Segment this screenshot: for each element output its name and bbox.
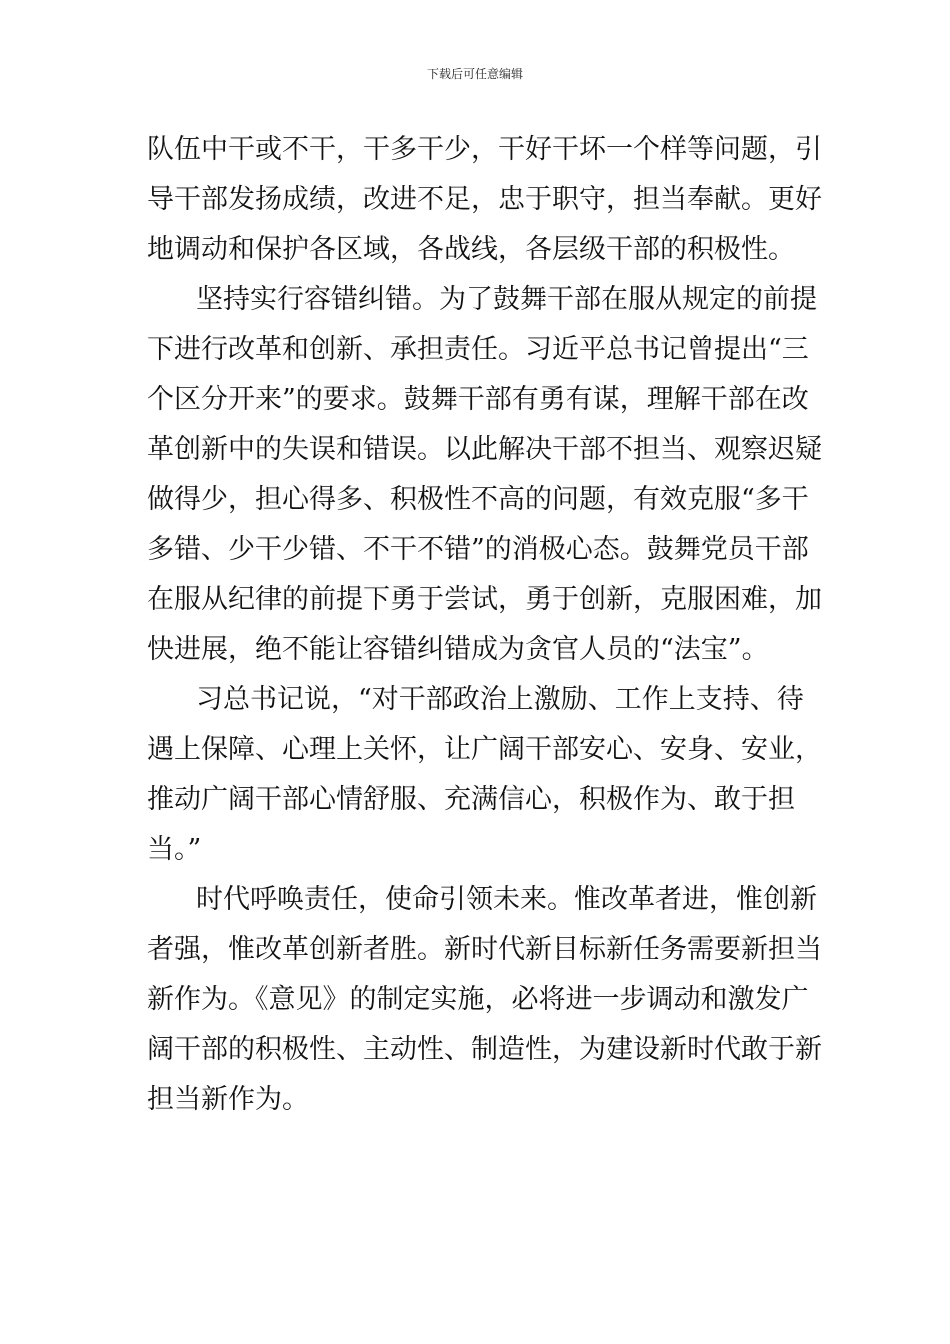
text-line: 当。”	[147, 834, 202, 865]
text-line: 在服从纪律的前提下勇于尝试，勇于创新，克服困难，加	[147, 584, 822, 615]
text-line: 地调动和保护各区域，各战线，各层级干部的积极性。	[147, 234, 795, 265]
paragraph-first-line: 习总书记说，“对干部政治上激励、工作上支持、待	[196, 684, 804, 715]
text-line: 推动广阔干部心情舒服、充满信心，积极作为、敢于担	[147, 784, 795, 815]
text-line: 队伍中干或不干，干多干少，干好干坏一个样等问题，引	[147, 134, 822, 165]
paragraph-first-line: 坚持实行容错纠错。为了鼓舞干部在服从规定的前提	[196, 284, 817, 315]
paragraph-first-line: 时代呼唤责任，使命引领未来。惟改革者进，惟创新	[196, 884, 817, 915]
text-line: 新作为。《意见》的制定实施，必将进一步调动和激发广	[147, 984, 809, 1015]
page-header: 下载后可任意编辑	[426, 67, 523, 81]
text-line: 遇上保障、心理上关怀，让广阔干部安心、安身、安业，	[147, 734, 822, 765]
text-line: 担当新作为。	[147, 1084, 309, 1115]
text-line: 革创新中的失误和错误。以此解决干部不担当、观察迟疑	[147, 434, 822, 465]
text-line: 下进行改革和创新、承担责任。习近平总书记曾提出“三	[147, 334, 809, 365]
text-line: 个区分开来”的要求。鼓舞干部有勇有谋，理解干部在改	[147, 384, 809, 415]
text-line: 导干部发扬成绩，改进不足，忠于职守，担当奉献。更好	[147, 184, 822, 215]
text-line: 者强，惟改革创新者胜。新时代新目标新任务需要新担当	[147, 934, 822, 965]
text-line: 做得少，担心得多、积极性不高的问题，有效克服“多干	[147, 484, 809, 515]
text-line: 快进展，绝不能让容错纠错成为贪官人员的“法宝”。	[147, 634, 769, 665]
text-line: 阔干部的积极性、主动性、制造性，为建设新时代敢于新	[147, 1034, 822, 1065]
text-line: 多错、少干少错、不干不错”的消极心态。鼓舞党员干部	[147, 534, 809, 565]
